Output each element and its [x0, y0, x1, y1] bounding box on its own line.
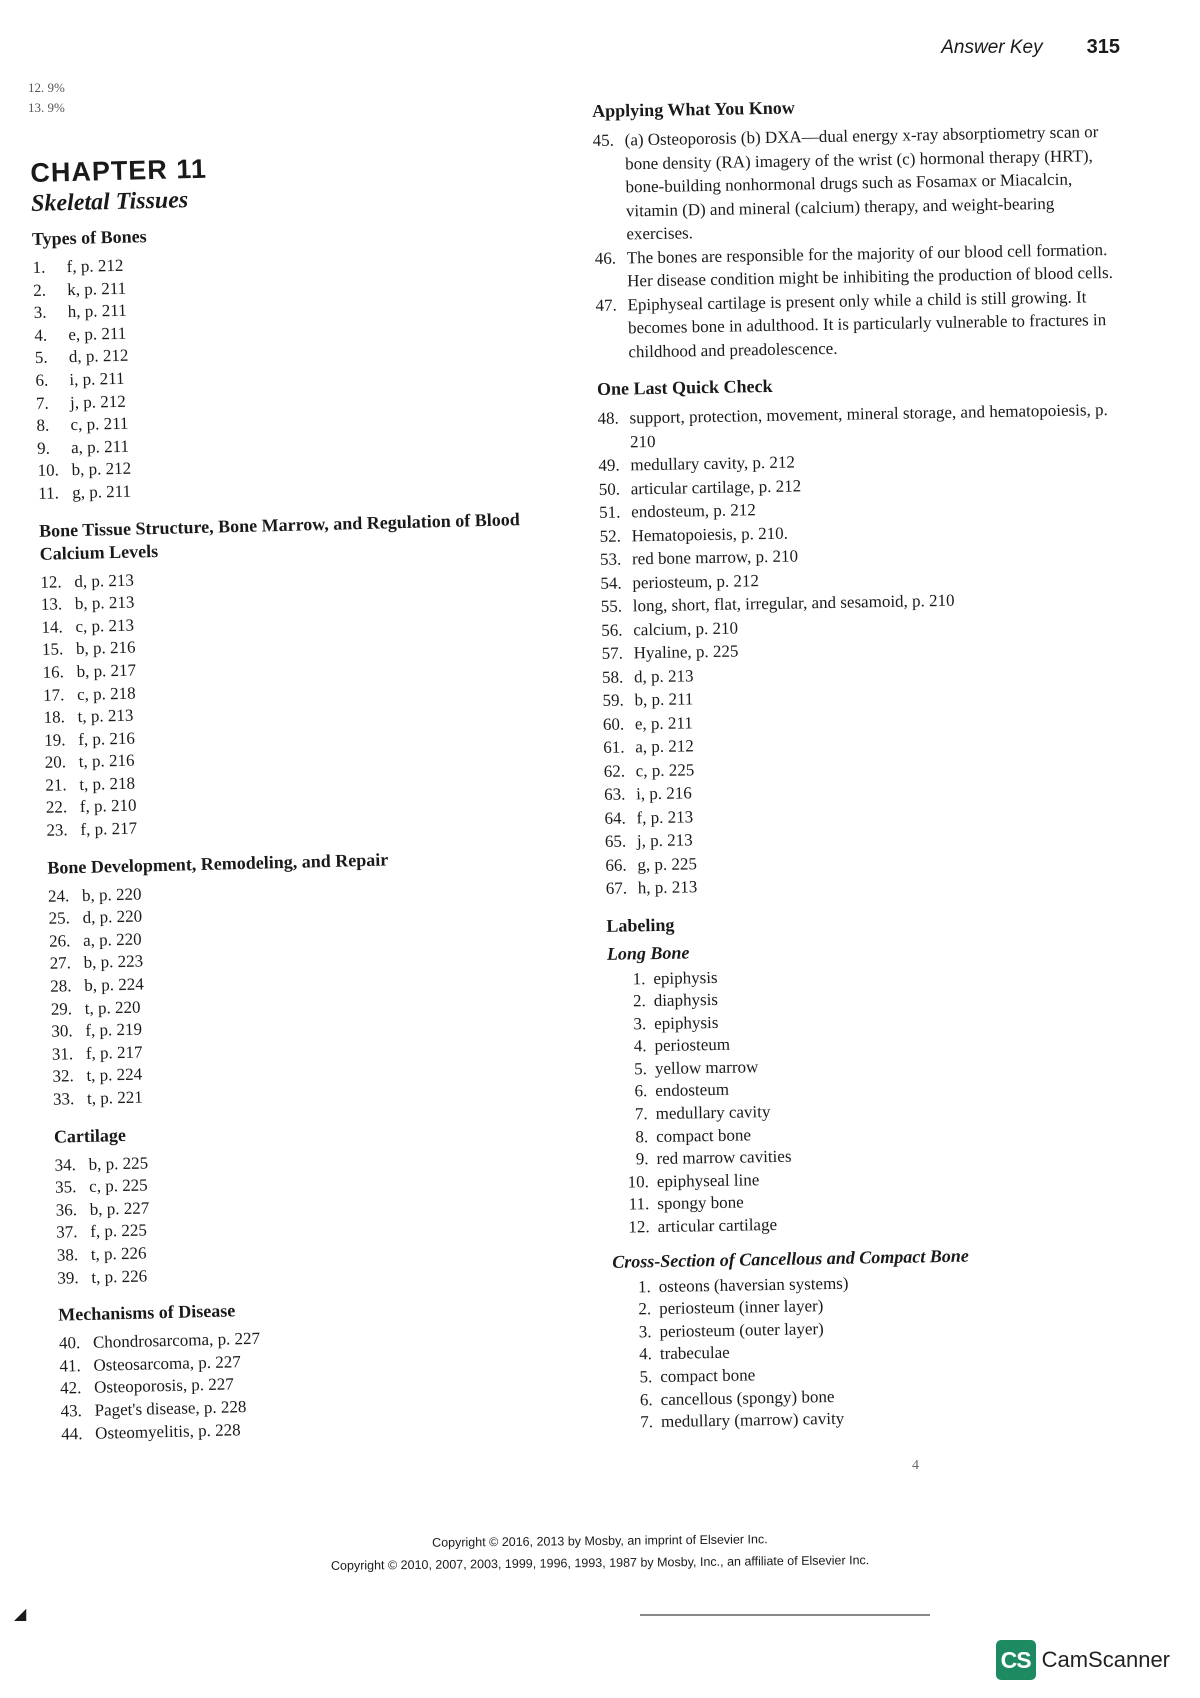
answer-text: diaphysis: [653, 990, 719, 1011]
answer-text: red bone marrow, p. 210: [631, 546, 799, 569]
answer-text: periosteum, p. 212: [632, 570, 760, 592]
section-answer-list: [40, 559, 566, 843]
answer-text: e, p. 211: [634, 712, 693, 733]
answer-text: support, protection, movement, mineral storage, and hematopoiesis, p. 210: [629, 400, 1108, 451]
answer-number: 3.: [638, 1321, 652, 1342]
answer-text: k, p. 211: [66, 278, 127, 299]
answer-text: g, p. 225: [637, 853, 698, 874]
answer-text: i, p. 211: [69, 368, 125, 390]
answer-number: 57.: [601, 643, 624, 663]
answer-number: 3.: [33, 302, 47, 323]
answer-number: 12.: [40, 571, 62, 592]
answer-number: 42.: [59, 1378, 82, 1398]
answer-number: 32.: [52, 1066, 74, 1087]
section-answer-list: [32, 244, 558, 505]
answer-number: 34.: [54, 1154, 77, 1175]
answer-number: 56.: [601, 620, 623, 640]
page-number: 315: [1086, 36, 1120, 58]
section-answer-list: [54, 1142, 577, 1290]
answer-number: 24.: [47, 885, 70, 906]
left-sections: [32, 215, 582, 1445]
answer-text: a, p. 212: [635, 736, 694, 757]
answer-text: j, p. 213: [636, 830, 693, 851]
section-heading: Bone Tissue Structure, Bone Marrow, and Regulation of Blood Calcium Levels: [38, 508, 520, 564]
answer-number: 1.: [32, 257, 46, 277]
answer-item: [595, 284, 1126, 364]
answer-number: 6.: [639, 1389, 653, 1409]
answer-text: c, p. 225: [635, 759, 695, 780]
answer-number: 65.: [604, 831, 627, 851]
answer-number: 28.: [50, 976, 72, 996]
chapter-label: CHAPTER 11: [30, 153, 208, 188]
answer-text: h, p. 213: [637, 877, 698, 898]
answer-number: 1.: [637, 1276, 651, 1297]
labeling-heading: Labeling: [606, 914, 675, 936]
left-column: [30, 145, 581, 1445]
answer-text: d, p. 212: [68, 346, 129, 367]
answer-item: [593, 120, 1125, 247]
answer-number: 4.: [34, 325, 48, 345]
answer-text: g, p. 211: [71, 481, 132, 503]
answer-text: Paget's disease, p. 228: [94, 1397, 247, 1420]
answer-number: 15.: [41, 639, 64, 660]
answer-text: Chondrosarcoma, p. 227: [92, 1328, 261, 1352]
applying-heading: Applying What You Know: [592, 97, 795, 121]
answer-number: 8.: [635, 1126, 649, 1147]
answer-number: 47.: [595, 295, 617, 315]
applying-list: [593, 120, 1127, 364]
answer-text: b, p. 227: [89, 1198, 150, 1219]
answer-text: c, p. 213: [75, 615, 135, 636]
answer-number: 17.: [42, 684, 65, 705]
answer-text: red marrow cavities: [656, 1146, 792, 1169]
answer-text: c, p. 225: [88, 1175, 148, 1197]
answer-text: medullary cavity, p. 212: [630, 452, 796, 475]
camscanner-name: CamScanner: [1041, 1647, 1170, 1672]
answer-number: 1.: [632, 968, 646, 988]
answer-text: endosteum: [655, 1080, 730, 1101]
cross-section-title: Cross-Section of Cancellous and Compact Bone: [612, 1245, 969, 1272]
answer-text: d, p. 213: [74, 570, 135, 591]
answer-text: b, p. 217: [76, 660, 137, 681]
answer-text: f, p. 217: [85, 1042, 143, 1063]
answer-text: calcium, p. 210: [633, 618, 739, 639]
answer-text: epiphysis: [653, 967, 718, 988]
section-heading: Bone Development, Remodeling, and Repair: [47, 849, 389, 878]
answer-text: h, p. 211: [67, 300, 127, 322]
answer-number: 49.: [598, 455, 620, 475]
answer-number: 14.: [41, 617, 63, 637]
stray-mark: 4: [912, 1458, 919, 1473]
answer-number: 58.: [601, 667, 624, 687]
answer-text: d, p. 213: [633, 665, 694, 686]
answer-number: 44.: [60, 1423, 83, 1444]
answer-text: c, p. 211: [70, 413, 129, 435]
answer-number: 52.: [599, 526, 622, 546]
answer-number: 2.: [32, 280, 47, 300]
answer-text: f, p. 212: [66, 255, 124, 277]
answer-text: b, p. 224: [84, 974, 144, 995]
answer-number: 7.: [640, 1412, 654, 1432]
answer-number: 43.: [60, 1401, 83, 1421]
answer-text: t, p. 213: [77, 705, 134, 727]
cross-section-list: [613, 1267, 1146, 1434]
answer-number: 7.: [35, 393, 49, 413]
answer-text: f, p. 217: [80, 818, 138, 840]
answer-text: Hyaline, p. 225: [633, 641, 739, 663]
carryover-line: 13. 9%: [28, 100, 65, 115]
answer-text: periosteum (outer layer): [659, 1318, 824, 1341]
answer-number: 29.: [50, 998, 73, 1019]
answer-number: 5.: [639, 1367, 653, 1387]
answer-number: 20.: [44, 752, 67, 773]
answer-text: epiphysis: [653, 1012, 719, 1033]
answer-number: 21.: [45, 775, 67, 795]
answer-text: long, short, flat, irregular, and sesamoid, p. 210: [632, 590, 955, 616]
answer-text: Osteoporosis, p. 227: [93, 1374, 235, 1398]
answer-number: 66.: [605, 855, 627, 875]
answer-number: 31.: [51, 1044, 74, 1064]
answer-text: spongy bone: [657, 1192, 744, 1214]
answer-number: 25.: [48, 908, 71, 929]
answer-text: f, p. 225: [90, 1220, 148, 1242]
answer-text: b, p. 212: [71, 458, 132, 480]
answer-number: 11.: [37, 483, 60, 503]
answer-text: f, p. 219: [85, 1019, 143, 1041]
answer-number: 5.: [34, 348, 48, 368]
answer-number: 46.: [594, 248, 617, 268]
answer-number: 48.: [597, 408, 619, 428]
answer-text: Hematopoiesis, p. 210.: [631, 523, 789, 545]
answer-number: 61.: [603, 737, 625, 757]
answer-text: articular cartilage: [657, 1214, 778, 1237]
answer-number: 6.: [634, 1081, 648, 1101]
answer-text: compact bone: [655, 1125, 752, 1146]
answer-text: t, p. 218: [79, 773, 136, 794]
section-answer-list: [48, 873, 573, 1112]
answer-number: 9.: [36, 438, 51, 458]
section-heading: Cartilage: [53, 1124, 127, 1147]
camscanner-logo-icon: CS: [996, 1640, 1036, 1680]
answer-number: 22.: [45, 797, 68, 818]
answer-text: t, p. 226: [91, 1266, 148, 1287]
answer-text: b, p. 225: [88, 1153, 149, 1174]
answer-text: b, p. 223: [83, 951, 144, 973]
section-heading: Types of Bones: [31, 226, 147, 249]
right-column: [592, 91, 1145, 1435]
answer-number: 8.: [36, 415, 50, 436]
answer-number: 59.: [602, 690, 624, 710]
answer-text: c, p. 218: [76, 683, 136, 704]
answer-text: trabeculae: [659, 1343, 730, 1364]
answer-number: 16.: [42, 662, 65, 682]
answer-text: endosteum, p. 212: [631, 500, 756, 522]
copyright-footer: [0, 1524, 1200, 1581]
answer-number: 23.: [46, 820, 68, 840]
answer-number: 12.: [628, 1217, 650, 1237]
answer-number: 18.: [43, 707, 66, 727]
answer-number: 10.: [627, 1172, 650, 1192]
answer-number: 4.: [638, 1344, 653, 1364]
answer-number: 2.: [632, 991, 646, 1011]
answer-number: 7.: [634, 1104, 648, 1124]
answer-text: t, p. 226: [90, 1243, 147, 1264]
chapter-title: Skeletal Tissues: [30, 187, 189, 217]
running-head: Answer Key: [941, 37, 1043, 58]
answer-number: 27.: [49, 953, 72, 974]
answer-number: 4.: [633, 1036, 647, 1056]
answer-number: 60.: [602, 714, 625, 734]
answer-text: Osteosarcoma, p. 227: [93, 1351, 242, 1375]
answer-number: 6.: [35, 370, 49, 390]
answer-text: f, p. 213: [636, 806, 694, 827]
answer-number: 30.: [51, 1021, 73, 1041]
answer-text: i, p. 216: [635, 783, 693, 804]
answer-number: 3.: [633, 1013, 647, 1034]
answer-number: 26.: [48, 931, 71, 951]
answer-text: f, p. 216: [77, 728, 136, 749]
corner-arrow-icon: ◢: [14, 1606, 27, 1623]
answer-text: periosteum (inner layer): [658, 1296, 824, 1319]
answer-number: 9.: [635, 1149, 649, 1169]
answer-number: 55.: [600, 596, 623, 616]
answer-text: Epiphyseal cartilage is present only while a child is still growing. It becomes bone in adulthood. It is particularly vulnerable to fractures in childhood and preadolescence.: [627, 286, 1107, 361]
pen-stroke: [640, 1614, 930, 1616]
answer-number: 41.: [59, 1355, 81, 1376]
answer-text: t, p. 220: [84, 997, 141, 1018]
answer-text: a, p. 211: [70, 436, 130, 457]
answer-text: osteons (haversian systems): [658, 1273, 849, 1296]
answer-text: e, p. 211: [68, 323, 127, 344]
answer-text: a, p. 220: [82, 929, 142, 950]
section-answer-list: [59, 1320, 582, 1446]
answer-text: compact bone: [660, 1365, 756, 1387]
answer-text: yellow marrow: [654, 1057, 759, 1078]
answer-number: 10.: [37, 460, 60, 481]
copyright-line-2: Copyright © 2010, 2007, 2003, 1999, 1996, 1993, 1987 by Mosby, Inc., an affiliate of Elsevier Inc.: [330, 1553, 870, 1573]
answer-text: b, p. 220: [81, 884, 142, 905]
carryover-line: 12. 9%: [28, 80, 65, 95]
answer-text: Osteomyelitis, p. 228: [94, 1419, 241, 1443]
answer-number: 35.: [54, 1177, 77, 1197]
answer-text: f, p. 210: [79, 796, 137, 817]
camscanner-watermark: [996, 1640, 1170, 1680]
answer-number: 45.: [592, 130, 615, 150]
answer-number: 36.: [55, 1199, 78, 1220]
answer-number: 53.: [599, 549, 622, 569]
answer-text: periosteum: [654, 1035, 731, 1056]
answer-text: b, p. 211: [634, 689, 694, 710]
answer-number: 37.: [56, 1222, 78, 1243]
answer-text: articular cartilage, p. 212: [630, 475, 802, 498]
answer-number: 62.: [603, 761, 626, 781]
answer-number: 38.: [56, 1245, 79, 1265]
quick-check-heading: One Last Quick Check: [596, 375, 773, 399]
answer-text: (a) Osteoporosis (b) DXA—dual energy x-ray absorptiometry scan or bone density (RA) imagery of the wrist (c) hormonal therapy (HRT), bone-building nonhormonal drugs such as Fosamax or Miacalcin, vitamin (D) and mineral (calcium) therapy, and weight-bearing exercises.: [624, 122, 1099, 244]
answer-number: 33.: [52, 1089, 75, 1109]
answer-text: epiphyseal line: [656, 1170, 760, 1191]
answer-text: medullary cavity: [655, 1102, 771, 1124]
answer-number: 19.: [43, 729, 66, 750]
page-header: [941, 36, 1120, 59]
long-bone-list: [607, 959, 1142, 1239]
answer-text: The bones are responsible for the majority of our blood cell formation. Her disease condition might be inhibiting the production of blood cells.: [626, 239, 1114, 291]
answer-number: 50.: [598, 479, 621, 499]
answer-number: 64.: [604, 808, 626, 828]
answer-number: 40.: [58, 1333, 81, 1353]
answer-text: b, p. 213: [74, 592, 135, 614]
answer-text: t, p. 224: [86, 1064, 143, 1086]
answer-text: d, p. 220: [82, 906, 143, 928]
answer-text: b, p. 216: [75, 637, 136, 659]
carryover-answers: [28, 78, 65, 118]
long-bone-title: Long Bone: [606, 941, 690, 964]
section-heading: Mechanisms of Disease: [58, 1300, 236, 1325]
answer-text: medullary (marrow) cavity: [660, 1408, 845, 1432]
answer-number: 63.: [603, 784, 626, 804]
copyright-line-1: Copyright © 2016, 2013 by Mosby, an imprint of Elsevier Inc.: [432, 1532, 768, 1550]
answer-number: 11.: [628, 1194, 650, 1214]
answer-text: cancellous (spongy) bone: [660, 1386, 835, 1409]
answer-text: t, p. 221: [86, 1087, 143, 1108]
answer-number: 2.: [638, 1299, 652, 1319]
answer-text: t, p. 216: [78, 750, 135, 772]
answer-number: 5.: [633, 1059, 648, 1079]
answer-number: 39.: [57, 1267, 79, 1288]
answer-text: j, p. 212: [69, 391, 126, 412]
answer-number: 51.: [599, 502, 621, 522]
answer-number: 67.: [605, 878, 628, 898]
answer-number: 54.: [600, 573, 622, 593]
quick-check-list: [597, 398, 1136, 901]
answer-number: 13.: [40, 594, 63, 614]
